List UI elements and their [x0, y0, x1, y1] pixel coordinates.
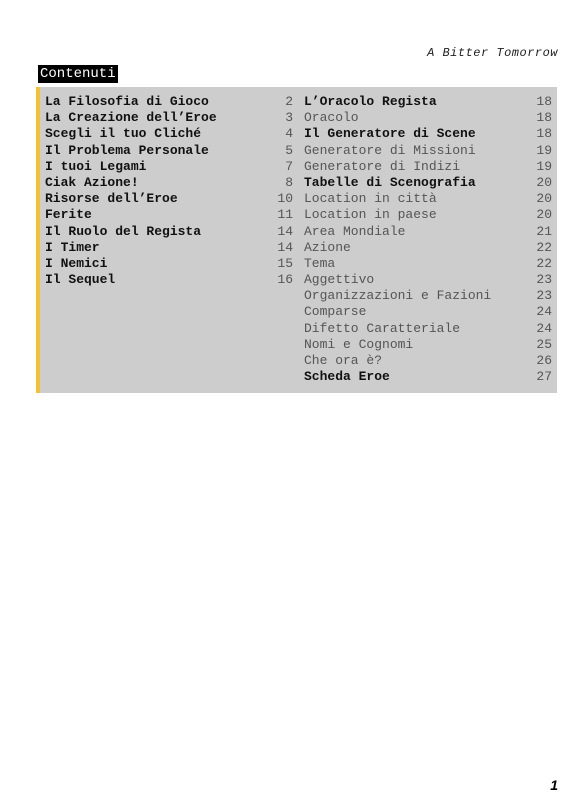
toc-entry-title: Scheda Eroe [304, 369, 390, 385]
toc-entry-title: Il Sequel [45, 272, 116, 288]
toc-entry-page: 10 [277, 191, 293, 207]
toc-entry-page: 3 [285, 110, 293, 126]
toc-entry-page: 26 [536, 353, 552, 368]
toc-entry-title: Risorse dell’Eroe [45, 191, 178, 207]
toc-entry-title: Tema [304, 255, 336, 271]
toc-entry-title: Location in città [304, 191, 437, 207]
toc-entry-page: 19 [536, 142, 552, 158]
toc-entry[interactable] [304, 369, 552, 385]
toc-entry-page: 25 [536, 336, 552, 352]
section-heading: Contenuti [40, 66, 116, 82]
toc-entry[interactable] [304, 126, 552, 142]
toc-entry-title: Che ora è? [304, 353, 383, 368]
toc-entry[interactable] [45, 159, 293, 175]
toc-entry-title: Il Generatore di Scene [304, 126, 476, 142]
toc-entry-title: La Filosofia di Gioco [45, 94, 209, 109]
toc-entry-page: 22 [536, 239, 552, 255]
toc-entry-title: Il Problema Personale [45, 142, 209, 158]
toc-entry-title: Area Mondiale [304, 223, 406, 239]
toc-entry-title: I Timer [45, 239, 100, 255]
document-title: A Bitter Tomorrow [427, 46, 558, 60]
page-number: 1 [550, 777, 558, 793]
toc-entry-page: 4 [285, 126, 293, 142]
toc-entry-page: 23 [536, 272, 552, 288]
toc-entry-page: 2 [285, 94, 293, 109]
toc-entry-title: Tabelle di Scenografia [304, 174, 476, 190]
toc-entry[interactable] [45, 94, 293, 110]
toc-entry-page: 8 [285, 174, 293, 190]
toc-entry-page: 11 [277, 207, 293, 223]
toc-entry[interactable] [304, 240, 552, 256]
toc-entry[interactable] [304, 94, 552, 110]
toc-entry-page: 14 [277, 239, 293, 255]
table-of-contents [36, 87, 557, 393]
toc-entry[interactable] [304, 272, 552, 288]
toc-entry-title: Ferite [45, 207, 92, 223]
toc-entry-title: Scegli il tuo Cliché [45, 126, 202, 142]
toc-entry[interactable] [304, 256, 552, 272]
toc-entry[interactable] [304, 321, 552, 337]
toc-entry-page: 16 [277, 272, 293, 288]
toc-entry-page: 22 [536, 255, 552, 271]
toc-column-left [45, 94, 293, 288]
toc-entry-title: Nomi e Cognomi [304, 336, 414, 352]
toc-entry-page: 15 [277, 255, 293, 271]
toc-entry-title: L’Oracolo Regista [304, 94, 437, 109]
toc-entry-page: 18 [536, 94, 552, 109]
toc-entry[interactable] [304, 304, 552, 320]
toc-entry[interactable] [45, 143, 293, 159]
toc-entry[interactable] [45, 126, 293, 142]
toc-entry-page: 7 [285, 158, 293, 174]
toc-entry-title: I Nemici [45, 255, 108, 271]
toc-entry-title: Aggettivo [304, 272, 375, 288]
toc-entry-title: Location in paese [304, 207, 437, 223]
toc-entry-page: 24 [536, 304, 552, 320]
toc-entry[interactable] [45, 240, 293, 256]
toc-entry-title: Azione [304, 239, 351, 255]
toc-entry[interactable] [45, 272, 293, 288]
toc-entry-title: Ciak Azione! [45, 174, 139, 190]
toc-entry[interactable] [304, 207, 552, 223]
toc-entry-page: 18 [536, 110, 552, 126]
toc-entry-page: 27 [536, 369, 552, 385]
toc-entry-page: 14 [277, 223, 293, 239]
toc-entry[interactable] [304, 143, 552, 159]
toc-entry[interactable] [45, 191, 293, 207]
toc-entry-page: 24 [536, 320, 552, 336]
toc-entry-title: Generatore di Missioni [304, 142, 476, 158]
toc-entry[interactable] [304, 353, 552, 369]
toc-entry-title: Oracolo [304, 110, 359, 126]
toc-entry[interactable] [304, 337, 552, 353]
toc-entry-page: 20 [536, 174, 552, 190]
toc-entry[interactable] [45, 110, 293, 126]
toc-entry[interactable] [304, 175, 552, 191]
toc-entry-title: La Creazione dell’Eroe [45, 110, 217, 126]
toc-entry-page: 19 [536, 158, 552, 174]
toc-entry-page: 5 [285, 142, 293, 158]
toc-entry-title: Comparse [304, 304, 367, 320]
toc-entry-page: 20 [536, 191, 552, 207]
toc-entry-title: Organizzazioni e Fazioni [304, 288, 492, 304]
toc-column-right [304, 94, 552, 385]
toc-entry[interactable] [304, 159, 552, 175]
toc-entry[interactable] [304, 191, 552, 207]
toc-entry-page: 21 [536, 223, 552, 239]
toc-entry[interactable] [304, 224, 552, 240]
toc-entry[interactable] [45, 207, 293, 223]
toc-entry-page: 18 [536, 126, 552, 142]
toc-entry-title: Difetto Caratteriale [304, 320, 461, 336]
toc-entry-page: 20 [536, 207, 552, 223]
toc-entry[interactable] [45, 256, 293, 272]
toc-entry-title: I tuoi Legami [45, 158, 147, 174]
toc-entry[interactable] [304, 110, 552, 126]
toc-entry-page: 23 [536, 288, 552, 304]
toc-entry[interactable] [45, 175, 293, 191]
toc-entry-title: Il Ruolo del Regista [45, 223, 202, 239]
toc-entry[interactable] [304, 288, 552, 304]
toc-entry[interactable] [45, 224, 293, 240]
toc-entry-title: Generatore di Indizi [304, 158, 461, 174]
